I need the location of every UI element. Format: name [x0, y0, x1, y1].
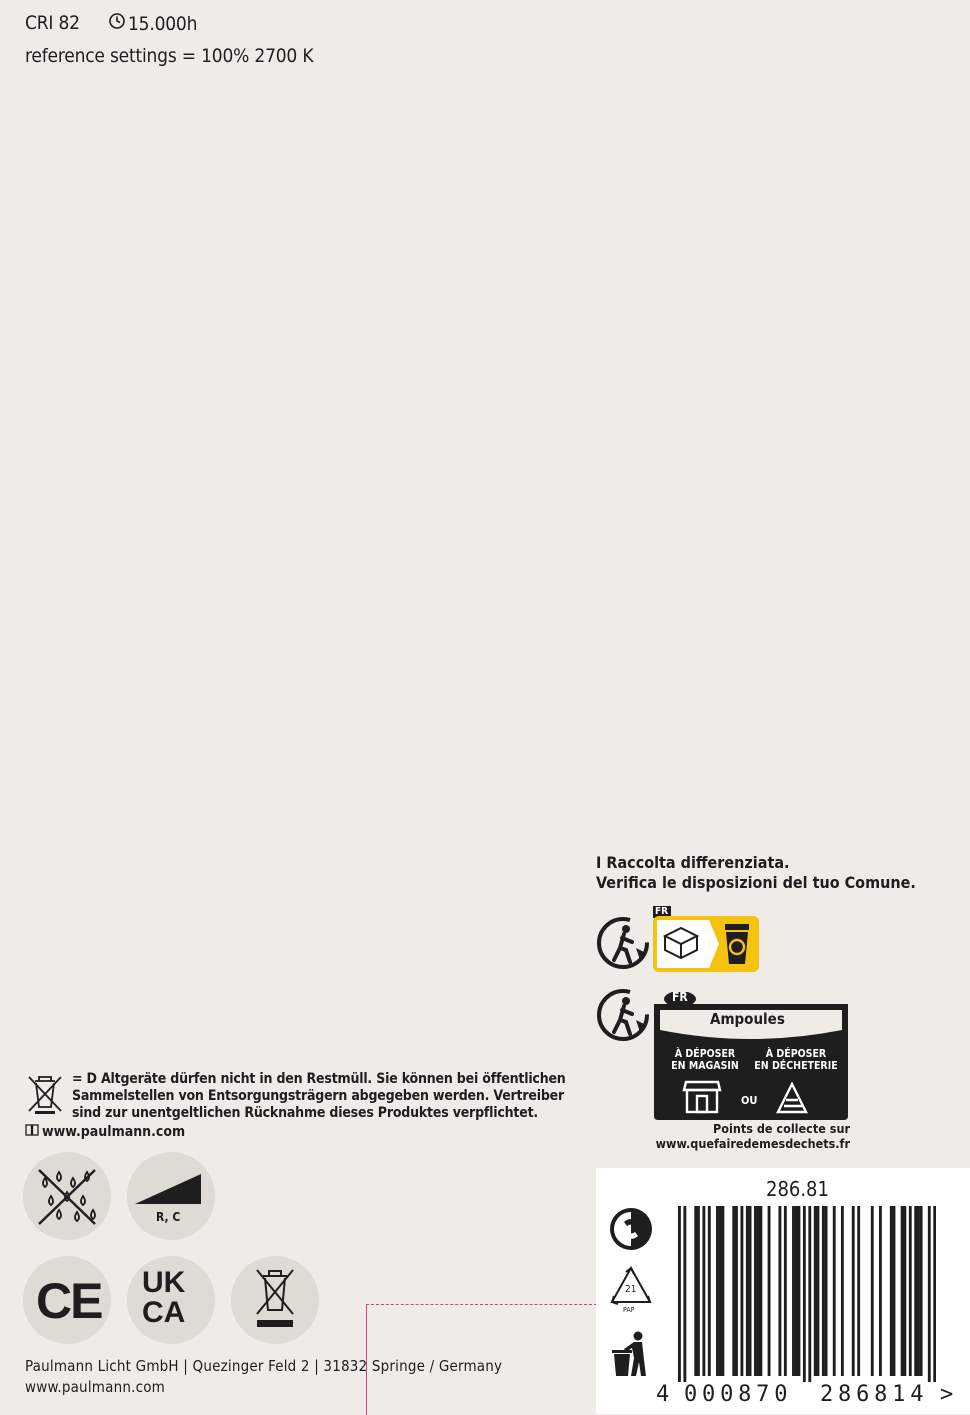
reference-settings: reference settings = 100% 2700 K: [25, 45, 314, 67]
barcode-bar: [678, 1206, 681, 1382]
article-number: 286.81: [766, 1177, 829, 1201]
barcode-bar: [857, 1206, 860, 1376]
weee-line-2: Sammelstellen von Entsorgungsträgern abgegeben werden. Vertreiber: [72, 1088, 565, 1104]
ce-mark-badge: [23, 1256, 111, 1344]
green-dot-icon: [608, 1206, 654, 1256]
barcode-bar: [901, 1206, 904, 1376]
company-address: Paulmann Licht GmbH | Quezinger Feld 2 | 31832 Springe / Germany: [25, 1357, 503, 1375]
recycling-center-icon: [772, 1078, 812, 1120]
lifetime: [108, 12, 197, 35]
italy-recycling-note: [596, 853, 916, 893]
triman-icon: [596, 916, 650, 970]
barcode-bar: [903, 1206, 906, 1376]
ean-barcode: [678, 1206, 936, 1382]
barcode-bar: [746, 1206, 749, 1376]
no-moisture-badge: [23, 1152, 111, 1240]
collection-line-1: Points de collecte sur: [713, 1121, 850, 1136]
barcode-bar: [817, 1206, 820, 1376]
barcode-bar: [716, 1206, 719, 1376]
barcode-arrow: >: [940, 1382, 954, 1407]
barcode-bar: [890, 1206, 893, 1376]
tidyman-icon: [608, 1330, 654, 1382]
barcode-bar: [814, 1206, 817, 1376]
barcode-bar: [871, 1206, 874, 1376]
collection-points: [640, 1121, 850, 1151]
weee-disposal-note: [72, 1071, 566, 1122]
clock-icon: [108, 12, 126, 35]
barcode-bar: [754, 1206, 757, 1376]
or-label: OU: [741, 1094, 758, 1107]
ukca-line-1: UK: [142, 1266, 186, 1299]
barcode-bar: [694, 1206, 697, 1376]
barcode-bar: [697, 1206, 700, 1376]
ukca-line-2: CA: [142, 1296, 186, 1329]
cri-value: CRI 82: [25, 12, 80, 34]
die-cut-guide: [366, 1304, 597, 1415]
lifetime-value: 15.000h: [128, 12, 198, 35]
barcode-bar: [797, 1206, 800, 1376]
barcode-first-digit: 4: [656, 1382, 670, 1407]
barcode-group-2: 286814: [820, 1382, 929, 1407]
barcode-bar: [778, 1206, 781, 1376]
barcode-bar: [833, 1206, 836, 1376]
italy-line-1: I Raccolta differenziata.: [596, 853, 790, 872]
manual-website[interactable]: www.paulmann.com: [42, 1124, 186, 1140]
fr-packaging-tag: [653, 906, 759, 972]
barcode-bar: [893, 1206, 896, 1376]
barcode-bar: [749, 1206, 752, 1376]
company-website[interactable]: www.paulmann.com: [25, 1378, 165, 1396]
barcode-bar: [909, 1206, 912, 1376]
barcode-bar: [784, 1206, 787, 1376]
store-option-line-2: EN MAGASIN: [671, 1060, 739, 1072]
manual-link: [25, 1124, 185, 1140]
barcode-bar: [928, 1206, 931, 1382]
barcode-bar: [795, 1206, 798, 1376]
barcode-bar: [683, 1206, 686, 1382]
barcode-bar: [917, 1206, 920, 1376]
ce-mark: CE: [36, 1273, 102, 1329]
crossed-bin-icon: [25, 1073, 65, 1119]
dump-option-line-2: EN DÉCHETERIE: [754, 1060, 838, 1072]
barcode-bar: [933, 1206, 936, 1382]
recycle-triangle-icon: [608, 1264, 654, 1320]
barcode-group-1: 000870: [684, 1382, 793, 1407]
ampoules-title: Ampoules: [710, 1010, 785, 1028]
barcode-bar: [732, 1206, 735, 1376]
weee-line-1: = D Altgeräte dürfen nicht in den Restmüll. Sie können bei öffentlichen: [72, 1071, 566, 1087]
barcode-bar: [757, 1206, 760, 1376]
fr-label: FR: [655, 906, 669, 917]
barcode-bar: [759, 1206, 762, 1376]
barcode-bar: [808, 1206, 811, 1382]
recycle-label: PAP: [623, 1306, 635, 1314]
barcode-bar: [803, 1206, 806, 1382]
barcode-bar: [852, 1206, 855, 1376]
ukca-mark: [142, 1268, 185, 1328]
barcode-bar: [735, 1206, 738, 1376]
barcode-bar: [721, 1206, 724, 1376]
collection-link[interactable]: www.quefairedemesdechets.fr: [655, 1136, 850, 1151]
dump-option: [748, 1048, 844, 1072]
barcode-bar: [708, 1206, 711, 1376]
barcode-bar: [914, 1206, 917, 1376]
barcode-bar: [768, 1206, 771, 1376]
triman-icon: [596, 988, 650, 1042]
barcode-bar: [879, 1206, 882, 1376]
store-icon: [682, 1080, 722, 1118]
barcode-bar: [719, 1206, 722, 1376]
dump-option-line-1: À DÉPOSER: [765, 1048, 827, 1060]
barcode-bar: [841, 1206, 844, 1376]
store-option: [662, 1048, 748, 1072]
store-option-line-1: À DÉPOSER: [674, 1048, 736, 1060]
ampoules-info-tri: [652, 992, 850, 1122]
barcode-bar: [920, 1206, 923, 1376]
italy-line-2: Verifica le disposizioni del tuo Comune.: [596, 873, 916, 892]
barcode-bar: [740, 1206, 743, 1376]
weee-line-3: sind zur unentgeltlichen Rücknahme dieses Produktes verpflichtet.: [72, 1105, 538, 1121]
barcode-bar: [825, 1206, 828, 1376]
dimmable-badge: [127, 1152, 215, 1240]
ukca-mark-badge: [127, 1256, 215, 1344]
weee-badge: [231, 1256, 319, 1344]
book-icon: [25, 1124, 39, 1140]
barcode-bar: [792, 1206, 795, 1376]
dimmer-type-label: R, C: [156, 1210, 181, 1224]
fr-label: FR: [672, 990, 688, 1004]
recycle-code: 21: [625, 1284, 637, 1295]
barcode-bar: [702, 1206, 705, 1376]
barcode-bar: [822, 1206, 825, 1376]
